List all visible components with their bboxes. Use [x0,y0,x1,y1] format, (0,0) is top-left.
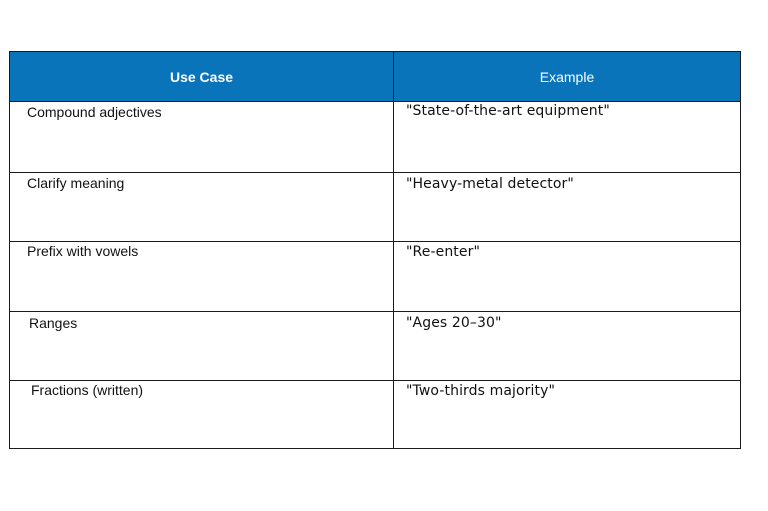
table-header [10,52,740,102]
use-case-cell: Clarify meaning [27,175,125,191]
table-row [10,381,740,448]
example-cell: "Re-enter" [406,244,480,260]
example-cell: "Ages 20–30" [406,315,502,331]
example-cell: "Two-thirds majority" [406,383,556,399]
use-case-cell: Ranges [29,315,78,331]
table-row [10,102,740,173]
table-row [10,312,740,381]
table-row [10,173,740,242]
usage-table [9,51,741,449]
use-case-cell: Compound adjectives [27,104,162,120]
use-case-cell: Prefix with vowels [27,243,139,259]
example-cell: "Heavy-metal detector" [406,176,574,192]
use-case-cell: Fractions (written) [31,382,144,398]
example-cell: "State-of-the-art equipment" [406,103,610,119]
table-row [10,242,740,312]
header-use-case: Use Case [169,68,234,85]
header-example: Example [539,68,595,85]
